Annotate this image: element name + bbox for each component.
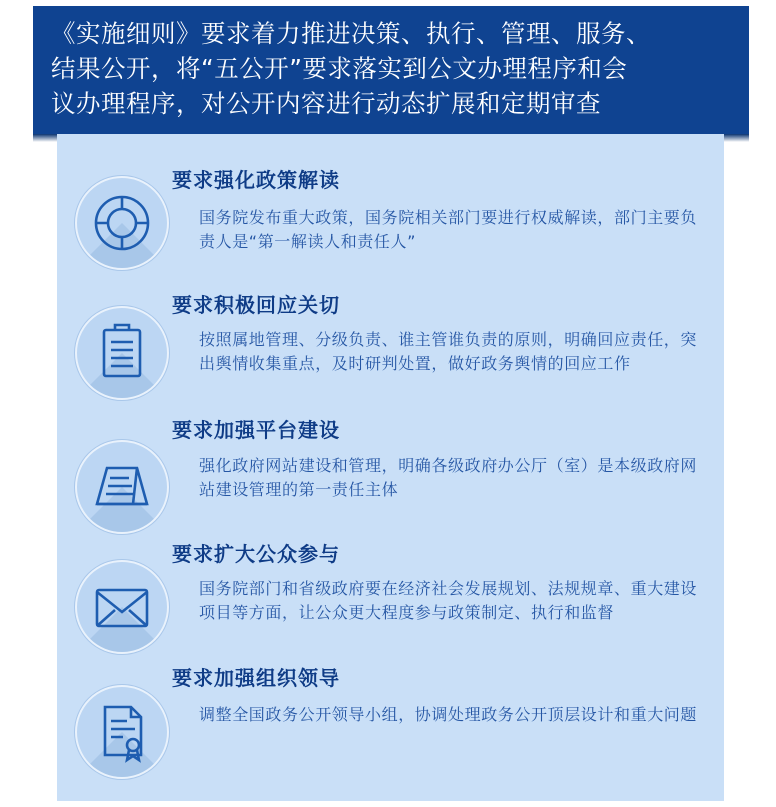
item-title: 要求扩大公众参与 <box>172 542 340 566</box>
envelope-icon <box>75 560 169 654</box>
content-panel <box>57 134 724 801</box>
item-description: 调整全国政务公开领导小组，协调处理政务公开顶层设计和重大问题 <box>199 705 698 724</box>
item-description: 国务院部门和省级政府要在经济社会发展规划、法规规章、重大建设项目等方面，让公众更大程度参与政策制定、执行和监督 <box>199 579 698 622</box>
item-description: 强化政府网站建设和管理，明确各级政府办公厅（室）是本级政府网站建设管理的第一责任主体 <box>199 456 698 499</box>
header-banner <box>33 6 749 134</box>
lifebuoy-icon <box>75 176 169 270</box>
item-title: 要求加强平台建设 <box>172 418 340 442</box>
banner-line: 结果公开，将“五公开”要求落实到公文办理程序和会 <box>51 54 628 83</box>
banner-line: 《实施细则》要求着力推进决策、执行、管理、服务、 <box>51 19 651 48</box>
item-description: 按照属地管理、分级负责、谁主管谁负责的原则，明确回应责任，突出舆情收集重点，及时研判处置，做好政务舆情的回应工作 <box>199 330 698 373</box>
item-description: 国务院发布重大政策，国务院相关部门要进行权威解读，部门主要负责人是“第一解读人和责任人” <box>199 208 698 251</box>
clipboard-icon <box>75 306 169 400</box>
platform-document-icon <box>75 440 169 534</box>
item-title: 要求强化政策解读 <box>172 168 340 192</box>
item-title: 要求积极回应关切 <box>172 293 340 317</box>
banner-line: 议办理程序，对公开内容进行动态扩展和定期审查 <box>51 89 601 118</box>
item-title: 要求加强组织领导 <box>172 666 340 690</box>
certificate-icon <box>75 685 169 779</box>
